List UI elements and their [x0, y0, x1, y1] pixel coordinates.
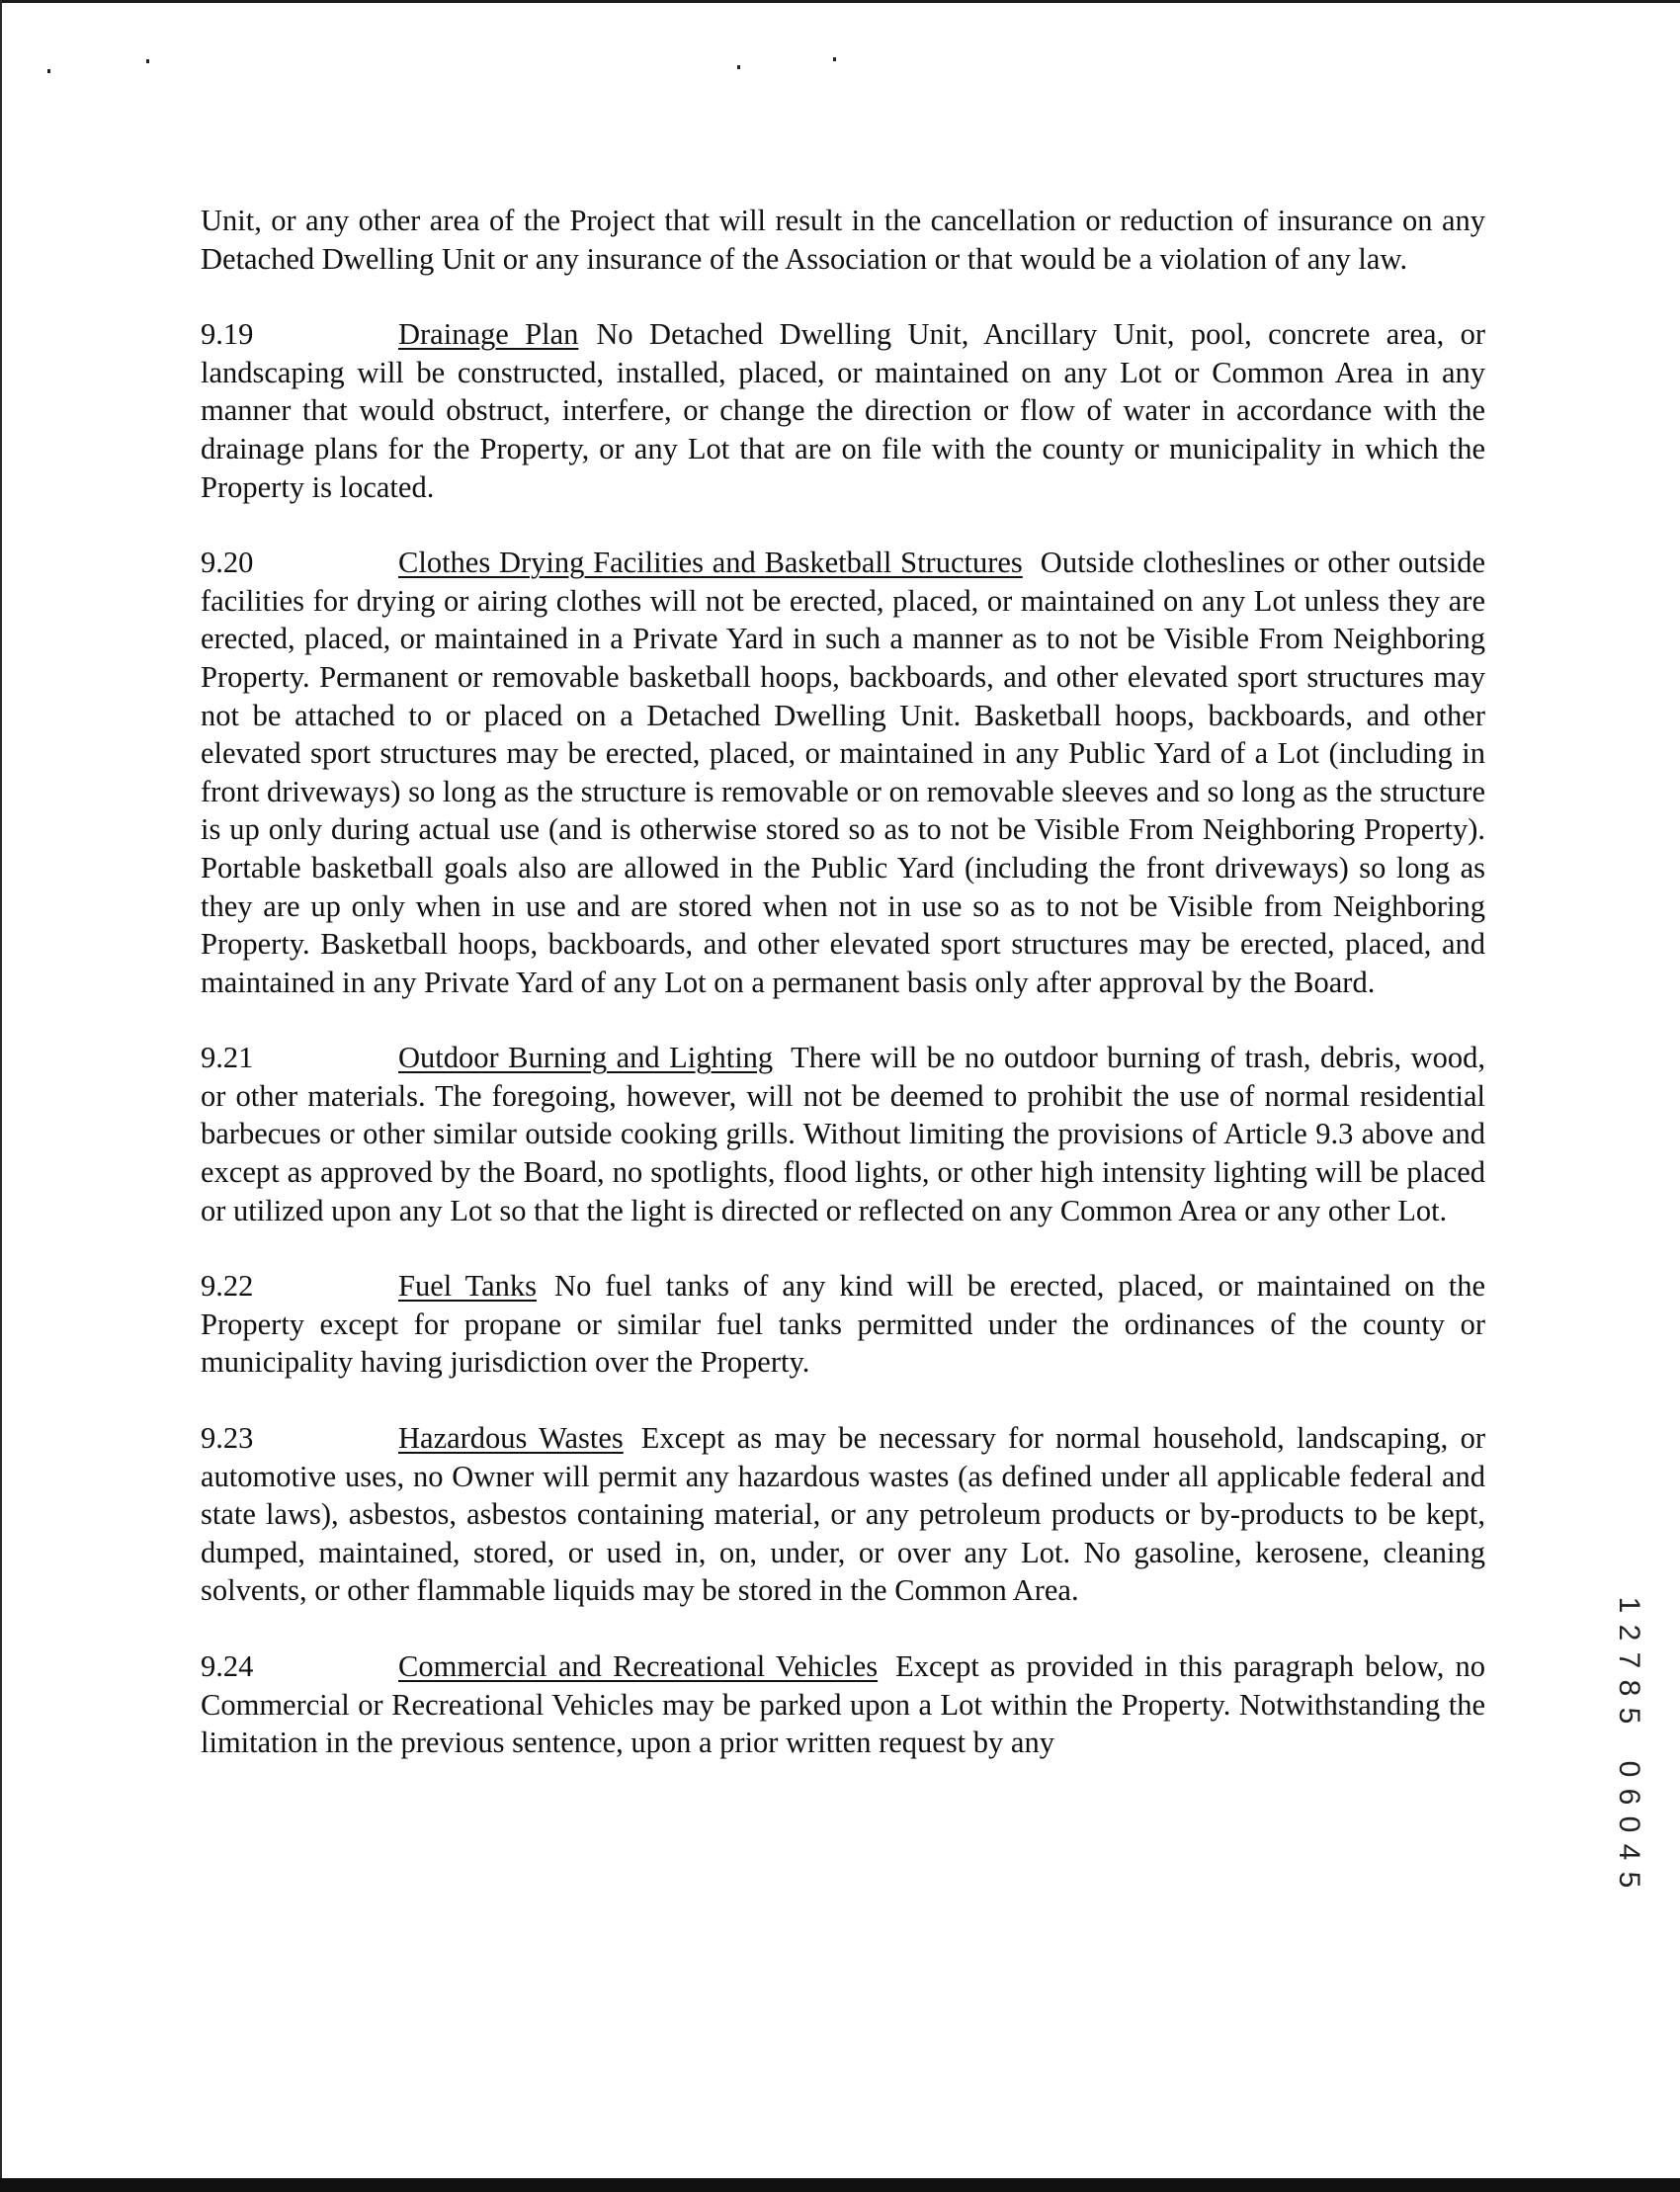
scan-top-border [0, 0, 1680, 3]
section-number: 9.24 [201, 1649, 254, 1683]
section-heading: Hazardous Wastes [398, 1421, 624, 1456]
paragraph-9-23 [201, 1419, 1485, 1610]
paragraph-text: Except as may be necessary for normal household, landscaping, or automotive uses, no Owner will permit any hazardous wastes (as defined under all applicable federal and state laws), asbestos, asbestos containing material, or any petroleum products or by-products to be kept, dumped, maintained, stored, or used in, on, under, or over any Lot. No gasoline, kerosene, cleaning solvents, or other flammable liquids may be stored in the Common Area. [201, 1421, 1485, 1608]
section-heading: Commercial and Recreational Vehicles [398, 1649, 879, 1683]
recording-digit: 6 [1613, 1788, 1645, 1806]
recording-digit: 1 [1613, 1596, 1645, 1614]
recording-digit: 5 [1613, 1871, 1645, 1889]
document-body [201, 202, 1485, 1800]
paragraph-9-22 [201, 1267, 1485, 1382]
paragraph-text: No fuel tanks of any kind will be erected, placed, or maintained on the Property except for propane or similar fuel tanks permitted under the ordinances of the county or municipality having jurisdiction over the Property. [201, 1269, 1485, 1380]
section-heading: Fuel Tanks [398, 1269, 538, 1304]
section-number: 9.19 [201, 317, 254, 352]
paragraph-text: Unit, or any other area of the Project that will result in the cancellation or reduction of insurance on any Detached Dwelling Unit or any insurance of the Association or that would be a violation of any law. [201, 204, 1485, 276]
paragraph-9-24 [201, 1647, 1485, 1762]
paragraph-9-21 [201, 1039, 1485, 1229]
paragraph-text: There will be no outdoor burning of trash, debris, wood, or other materials. The foregoing, however, will not be deemed to prohibit the use of normal residential barbecues or other similar outside cooking grills. Without limiting the provisions of Article 9.3 above and except as approved by the Board, no spotlights, flood lights, or other high intensity lighting will be placed or utilized upon any Lot so that the light is directed or reflected on any Common Area or any other Lot. [201, 1041, 1485, 1227]
scan-speck [146, 59, 149, 63]
paragraph-text: No Detached Dwelling Unit, Ancillary Unit, pool, concrete area, or landscaping will be constructed, installed, placed, or maintained on any Lot or Common Area in any manner that would obstruct, interfere, or change the direction or flow of water in accordance with the drainage plans for the Property, or any Lot that are on file with the county or municipality in which the Property is located. [201, 317, 1485, 504]
section-number: 9.20 [201, 546, 254, 580]
section-heading: Outdoor Burning and Lighting [398, 1041, 774, 1075]
recording-number [1609, 1591, 1648, 1894]
scan-speck [47, 69, 50, 73]
scan-left-border [0, 0, 2, 2192]
recording-digit: 0 [1613, 1760, 1645, 1778]
section-number: 9.22 [201, 1269, 254, 1304]
recording-digit: 2 [1613, 1624, 1645, 1642]
section-number: 9.21 [201, 1041, 254, 1075]
scan-speck [833, 57, 836, 61]
paragraph-continued [201, 202, 1485, 278]
paragraph-9-19 [201, 315, 1485, 506]
section-number: 9.23 [201, 1421, 254, 1456]
recording-digit: 4 [1613, 1843, 1645, 1861]
paragraph-text: Outside clotheslines or other outside facilities for drying or airing clothes will not be erected, placed, or maintained on any Lot unless they are erected, placed, or maintained in a Private Yard in such a manner as to not be Visible From Neighboring Property. Permanent or removable basketball hoops, backboards, and other elevated sport structures may not be attached to or placed on a Detached Dwelling Unit. Basketball hoops, backboards, and other elevated sport structures may be erected, placed, or maintained in any Public Yard of a Lot (including in front driveways) so long as the structure is removable or on removable sleeves and so long as the structure is up only during actual use (and is otherwise stored so as to not be Visible From Neighboring Property). Portable basketball goals also are allowed in the Public Yard (including the front driveways) so long as they are up only when in use and are stored when not in use so as to not be Visible from Neighboring Property. Basketball hoops, backboards, and other elevated sport structures may be erected, placed, and maintained in any Private Yard of any Lot on a permanent basis only after approval by the Board. [201, 546, 1485, 999]
scan-bottom-border [0, 2178, 1680, 2192]
recording-digit: 0 [1613, 1815, 1645, 1833]
recording-digit: 8 [1613, 1679, 1645, 1697]
recording-digit: 7 [1613, 1651, 1645, 1669]
section-heading: Drainage Plan [398, 317, 579, 352]
paragraph-9-20 [201, 544, 1485, 1001]
scan-speck [737, 65, 740, 69]
recording-digit: 5 [1613, 1707, 1645, 1725]
paragraph-text: Except as provided in this paragraph below, no Commercial or Recreational Vehicles may be parked upon a Lot within the Property. Notwithstanding the limitation in the previous sentence, upon a prior written request by any [201, 1649, 1485, 1760]
section-heading: Clothes Drying Facilities and Basketball Structures [398, 546, 1023, 580]
